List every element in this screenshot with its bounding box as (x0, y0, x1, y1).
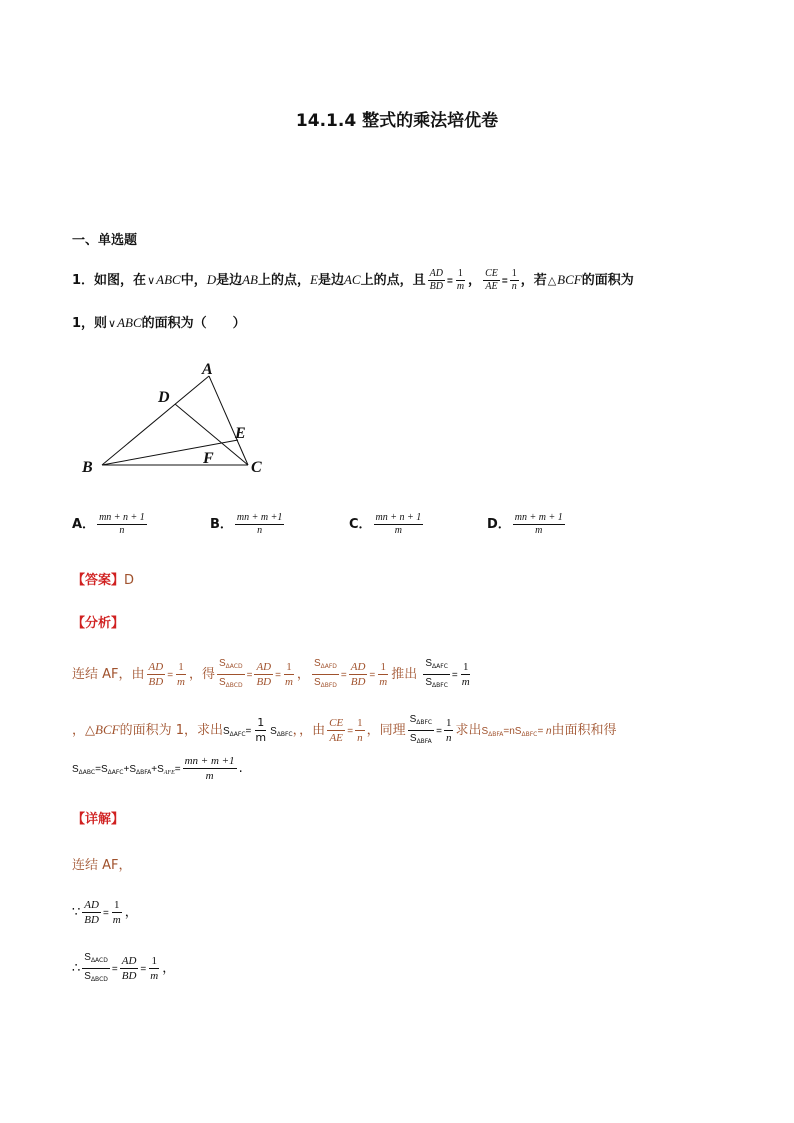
question-line-1: 1．如图，在∨ABC中，D是边AB上的点，E是边AC上的点，且 $\frac{AD}{BD}$ = $\frac{1}{m}$ ， $\frac{CE}{AE}$ = $\frac{1}{n}$ ，若△BCF的面积为 (72, 268, 634, 292)
label-a: A (202, 361, 213, 378)
analysis-line-1: 连结 AF，由 $\frac{AD}{BD}$ = $\frac{1}{m}$ ，得 $S_{\Delta ACD}$ $S_{\Delta BCD}$ = $\frac{AD}{BD}$ = $\frac{1}{m}$ ， $S_{\Delta AFD}$ $S_{\Delta BFD}$ = $\frac{AD}{BD}$ = $\frac{1}{m}$ 推出 $S_{\Delta AFC}$ $S_{\Delta BFC}$ = $\frac{1}{m}$ (72, 658, 470, 689)
option-c[interactable]: C． $\frac{mn + n + 1}{m}$ (349, 512, 422, 536)
option-a[interactable]: A． $\frac{mn + n + 1}{n}$ (72, 512, 145, 536)
label-c: C (251, 459, 262, 476)
option-b[interactable]: B． $\frac{mn + m +1}{n}$ (210, 512, 283, 536)
page-title: 14.1.4 整式的乘法培优卷 (295, 111, 499, 131)
section-heading: 一、单选题 (72, 233, 138, 248)
fraction-1-n: $\frac{1}{n}$ (511, 268, 517, 292)
segment-ac (209, 376, 248, 465)
fraction-ce-ae: $\frac{CE}{AE}$ (485, 268, 498, 292)
detail-line-1: 连结 AF， (72, 858, 132, 873)
fraction-1-m: $\frac{1}{m}$ (456, 268, 465, 292)
label-b: B (82, 459, 93, 476)
triangle-figure (72, 352, 282, 482)
answer: 【答案】D (72, 573, 135, 588)
segment-ba (102, 376, 209, 465)
label-e: E (235, 425, 246, 442)
analysis-label: 【分析】 (72, 616, 125, 631)
analysis-line-3: $S_{\Delta ABC}=S_{\Delta AFC}+S_{\Delta BFA}+S_{AFE}=$ $\frac{mn + m +1}{m}$ . (72, 755, 243, 782)
fraction-ad-bd: $\frac{AD}{BD}$ (429, 268, 443, 292)
detail-label: 【详解】 (72, 812, 125, 827)
analysis-line-2: ，△BCF的面积为 1，求出$S_{\Delta AFC}=$ $\frac{1}{m}$ $S_{\Delta BFC}$，，由 $\frac{CE}{AE}$ = $\frac{1}{n}$ ，同理 $S_{\Delta BFC}$ $S_{\Delta BFA}$ = $\frac{1}{n}$ 求出$S_{\Delta BFA}=nS_{\Delta BFC}= n$由面积和得 (72, 714, 617, 745)
detail-line-2: ∵ $\frac{AD}{BD}$ = $\frac{1}{m}$ ， (72, 899, 138, 926)
label-f: F (203, 450, 214, 467)
question-number: 1． (72, 273, 95, 288)
option-d[interactable]: D． $\frac{mn + m + 1}{m}$ (487, 512, 563, 536)
question-line-2: 1，则∨ABC的面积为（ ） (72, 315, 246, 331)
label-d: D (158, 389, 170, 406)
detail-line-3: ∴ $S_{\Delta ACD}$ $S_{\Delta BCD}$ = $\frac{AD}{BD}$ = $\frac{1}{m}$ ， (72, 952, 176, 983)
segment-be (102, 440, 238, 465)
